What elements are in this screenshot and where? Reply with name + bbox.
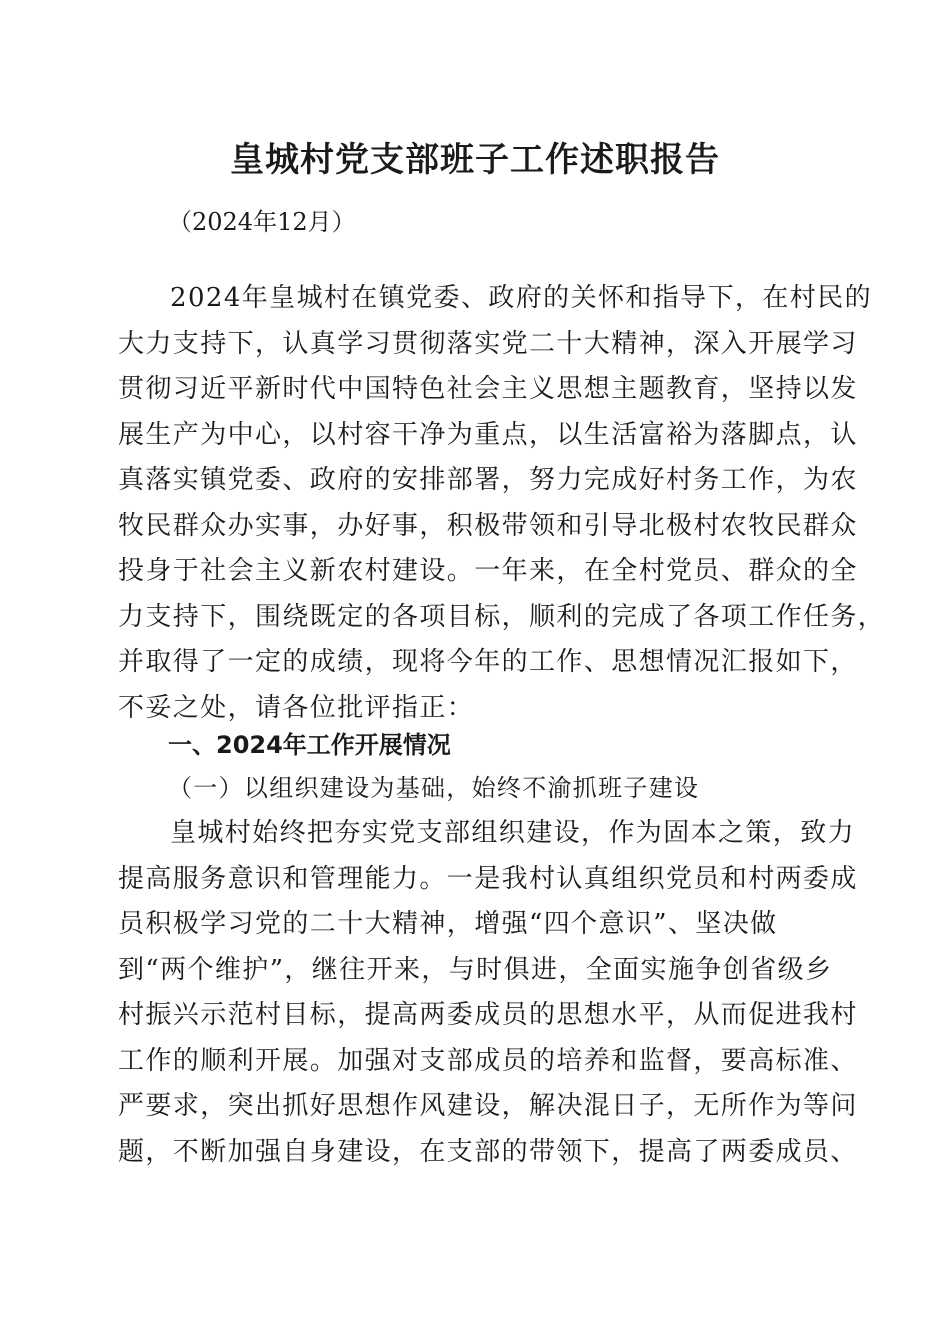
paragraph-line: 牧民群众办实事，办好事，积极带领和引导北极村农牧民群众 <box>118 510 858 541</box>
paragraph-line: 大力支持下，认真学习贯彻落实党二十大精神，深入开展学习 <box>118 328 858 359</box>
paragraph-line: 力支持下，围绕既定的各项目标，顺利的完成了各项工作任务， <box>118 601 886 632</box>
report-date: （2024年12月） <box>168 208 356 236</box>
paragraph-line: 贯彻习近平新时代中国特色社会主义思想主题教育，坚持以发 <box>118 374 858 404</box>
paragraph-line: 工作的顺利开展。加强对支部成员的培养和监督，要高标准、 <box>118 1045 858 1076</box>
paragraph-line: 村振兴示范村目标，提高两委成员的思想水平，从而促进我村 <box>118 1000 858 1030</box>
body-paragraph <box>118 811 858 1175</box>
paragraph-line: 真落实镇党委、政府的安排部署，努力完成好村务工作，为农 <box>118 465 858 495</box>
paragraph-line: 投身于社会主义新农村建设。一年来，在全村党员、群众的全 <box>118 556 858 586</box>
paragraph-line: 并取得了一定的成绩，现将今年的工作、思想情况汇报如下， <box>118 647 858 677</box>
paragraph-line: 展生产为中心，以村容干净为重点，以生活富裕为落脚点，认 <box>118 419 858 450</box>
paragraph-line: 2024年皇城村在镇党委、政府的关怀和指导下，在村民的 <box>170 283 872 313</box>
paragraph-line: 员积极学习党的二十大精神，增强“四个意识”、坚决做 <box>118 909 778 939</box>
document-title: 皇城村党支部班子工作述职报告 <box>230 140 720 180</box>
paragraph-line: 题，不断加强自身建设，在支部的带领下，提高了两委成员、 <box>118 1136 858 1167</box>
paragraph-line: 提高服务意识和管理能力。一是我村认真组织党员和村两委成 <box>118 863 858 894</box>
paragraph-line: 严要求，突出抓好思想作风建设，解决混日子，无所作为等问 <box>118 1091 858 1121</box>
subsection-heading: （一）以组织建设为基础，始终不渝抓班子建设 <box>168 774 700 802</box>
section-heading: 一、2024年工作开展情况 <box>168 731 451 759</box>
paragraph-line: 皇城村始终把夯实党支部组织建设，作为固本之策，致力 <box>170 818 856 848</box>
paragraph-line: 到“两个维护”，继往开来，与时俱进，全面实施争创省级乡 <box>118 954 833 985</box>
paragraph-line: 不妥之处，请各位批评指正： <box>118 692 475 723</box>
intro-paragraph <box>118 276 886 731</box>
